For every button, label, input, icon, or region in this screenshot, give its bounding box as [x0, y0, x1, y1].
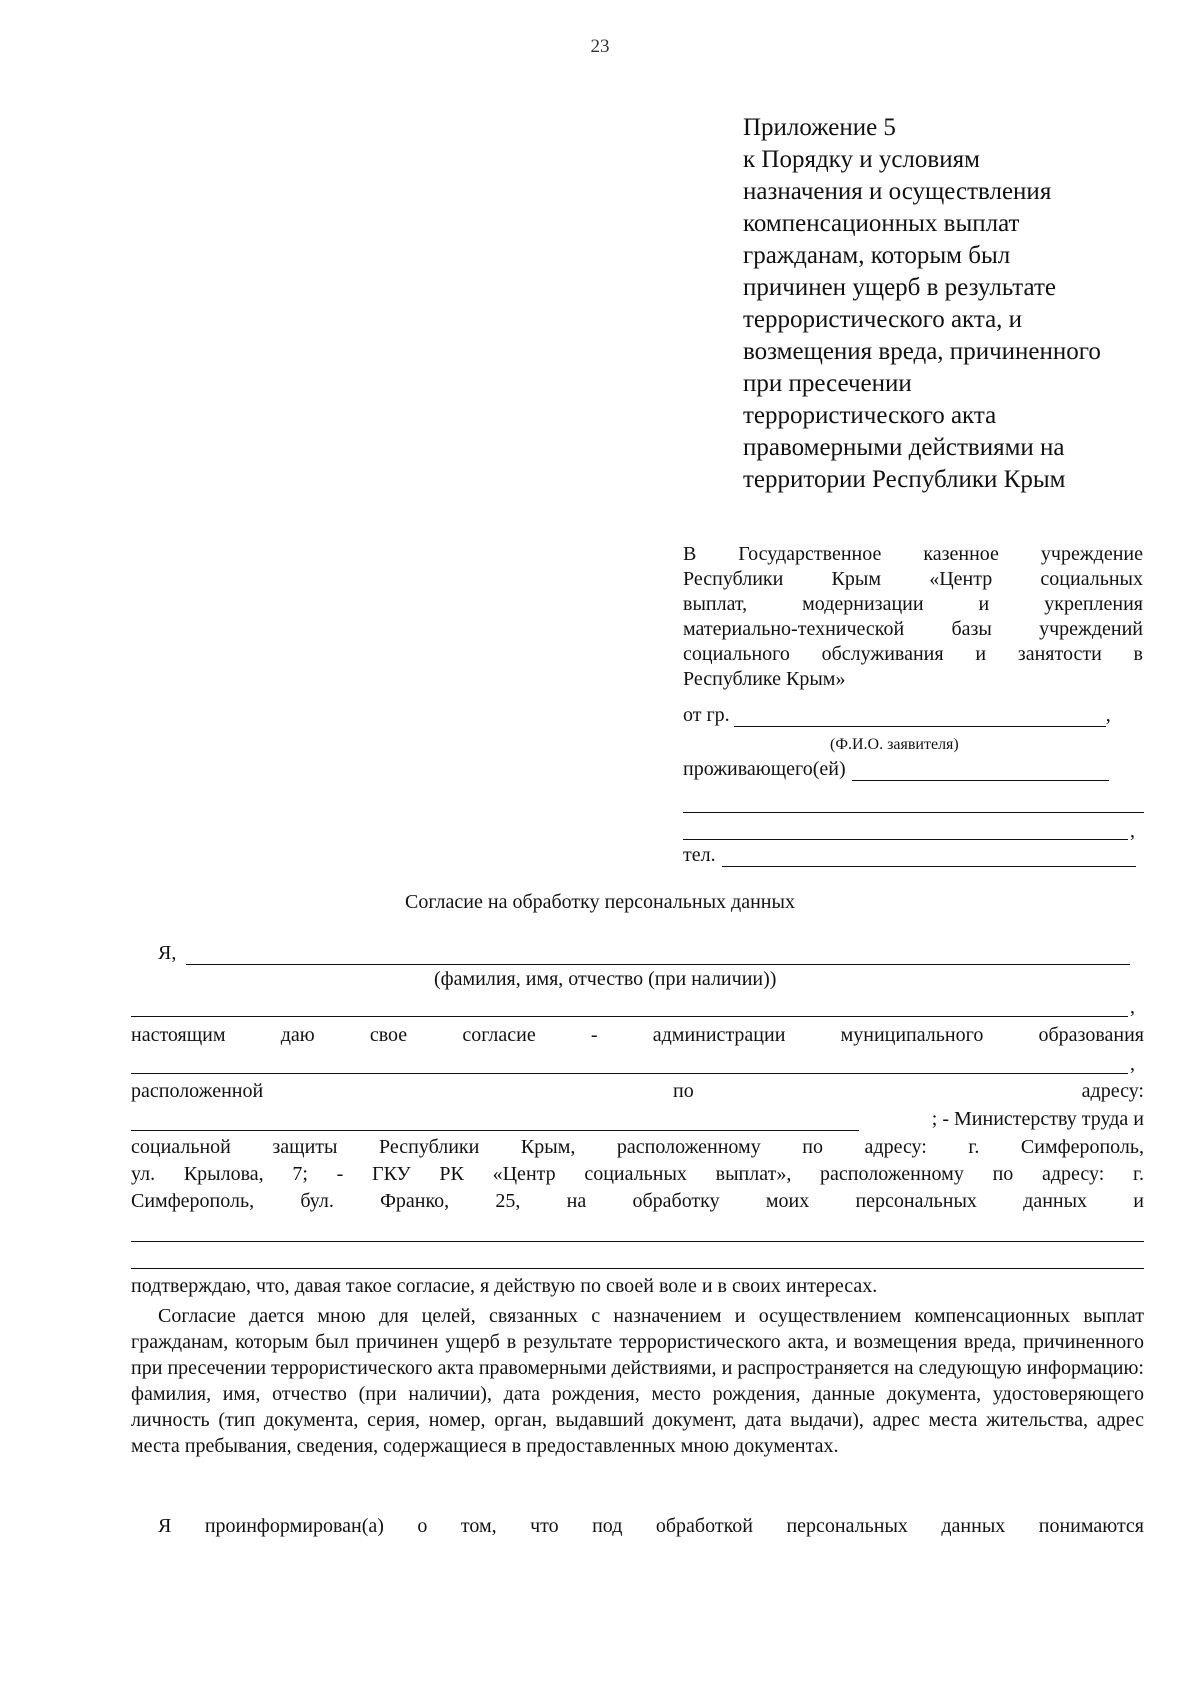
- name-continuation-field[interactable]: [131, 1016, 1128, 1017]
- paragraph-text: Я проинформирован(а) о том, что под обработкой персональных данных понимаются: [158, 1515, 1144, 1537]
- appendix-line: компенсационных выплат: [743, 210, 1020, 237]
- addressee-line: В Государственное казенное учреждение: [683, 543, 1143, 565]
- appendix-line: Приложение 5: [743, 114, 896, 141]
- additional-data-field-2[interactable]: [131, 1268, 1144, 1269]
- consent-paragraph-2: [131, 1513, 1144, 1539]
- comma: ,: [1105, 704, 1111, 726]
- appendix-line: причинен ущерб в результате: [743, 274, 1056, 301]
- residence-field[interactable]: [852, 758, 1109, 781]
- ministry-label: ; - Министерству труда и: [931, 1108, 1144, 1130]
- appendix-line: при пресечении: [743, 370, 912, 397]
- document-title: Согласие на обработку персональных данных: [405, 891, 795, 913]
- phone-field[interactable]: [722, 844, 1136, 867]
- addressee-line: материально-технической базы учреждений: [683, 618, 1143, 640]
- municipality-field[interactable]: [131, 1073, 1128, 1074]
- appendix-line: назначения и осуществления: [743, 178, 1052, 205]
- consent-line-5: ул. Крылова, 7; - ГКУ РК «Центр социальных выплат», расположенному по адресу: г.: [131, 1163, 1144, 1185]
- at-label: по: [673, 1080, 694, 1102]
- consent-line-7: подтверждаю, что, давая такое согласие, я действую по своей воле и в своих интересах.: [131, 1275, 878, 1297]
- addressee-line: социального обслуживания и занятости в: [683, 643, 1143, 665]
- fio-caption: (Ф.И.О. заявителя): [830, 736, 959, 753]
- consent-line-4: социальной защиты Республики Крым, расположенному по адресу: г. Симферополь,: [131, 1136, 1144, 1158]
- appendix-line: гражданам, которым был: [743, 242, 1011, 269]
- residing-label: проживающего(ей): [683, 758, 846, 780]
- municipality-address-field[interactable]: [131, 1130, 859, 1131]
- residence-row: [683, 758, 1109, 781]
- page-number: 23: [590, 36, 610, 57]
- i-label: Я,: [158, 942, 177, 964]
- appendix-line: территории Республики Крым: [743, 466, 1066, 493]
- name-caption: (фамилия, имя, отчество (при наличии)): [434, 968, 777, 990]
- addressee-line: Республики Крым «Центр социальных: [683, 568, 1143, 590]
- comma: ,: [1130, 996, 1135, 1018]
- addressee-line: выплат, модернизации и укрепления: [683, 593, 1143, 615]
- appendix-line: террористического акта: [743, 402, 997, 429]
- addressee-block: [683, 542, 1143, 692]
- consent-line-6: Симферополь, бул. Франко, 25, на обработку моих персональных данных и: [131, 1190, 1144, 1212]
- additional-data-field[interactable]: [131, 1241, 1144, 1242]
- name-row: [158, 942, 1130, 965]
- applicant-name-row: [683, 704, 1111, 727]
- consent-line-1: настоящим даю свое согласие - администрации муниципального образования: [131, 1024, 1144, 1046]
- consent-paragraph-1: [131, 1303, 1144, 1459]
- phone-label: тел.: [683, 844, 716, 866]
- phone-row: [683, 844, 1136, 867]
- paragraph-text: Согласие дается мною для целей, связанных с назначением и осуществлением компенсационных выплат гражданам, которым был причинен ущерб в результате террористического акта, и возмещения вреда, причиненного при пресечении террористического акта правомерными действиями, и распространяется на следующую информацию: фамилия, имя, отчество (при наличии), дата рождения, место рождения, данные документа, удостоверяющего личность (тип документа, серия, номер, орган, выдавший документ, дата выдачи), адрес места жительства, адрес места пребывания, сведения, содержащиеся в предоставленных мною документах.: [131, 1305, 1144, 1457]
- address-label: адресу:: [1081, 1080, 1144, 1102]
- appendix-line: правомерными действиями на: [743, 434, 1065, 461]
- full-name-field[interactable]: [186, 942, 1130, 965]
- located-label: расположенной: [131, 1080, 264, 1102]
- residence-field-line-3[interactable]: [683, 839, 1128, 840]
- appendix-line: к Порядку и условиям: [743, 146, 980, 173]
- comma: ,: [1130, 820, 1135, 842]
- residence-field-line-2[interactable]: [683, 812, 1144, 813]
- comma: ,: [1130, 1053, 1135, 1075]
- appendix-line: террористического акта, и: [743, 306, 1023, 333]
- from-label: от гр.: [683, 704, 730, 726]
- applicant-name-field[interactable]: [734, 704, 1106, 727]
- appendix-header: [743, 112, 1101, 496]
- appendix-line: возмещения вреда, причиненного: [743, 338, 1101, 365]
- addressee-line: Республике Крым»: [683, 668, 846, 690]
